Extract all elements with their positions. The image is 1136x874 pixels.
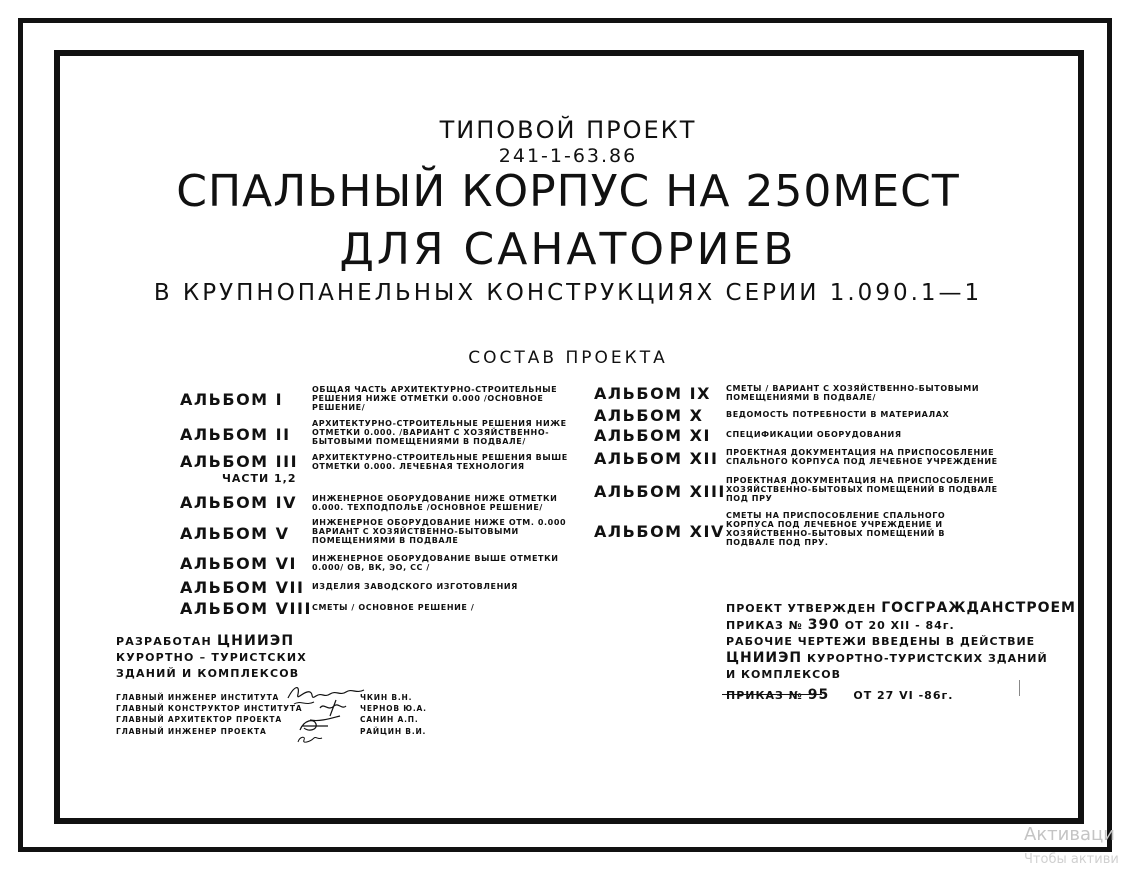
order-date: ОТ 27 VI -86г. xyxy=(853,689,954,702)
album-label: АЛЬБОМ IV xyxy=(180,493,297,512)
album-label: АЛЬБОМ I xyxy=(180,390,284,409)
signature-icon xyxy=(280,680,370,748)
building-title: СПАЛЬНЫЙ КОРПУС НА 250МЕСТ xyxy=(176,166,960,217)
developer-specialty: ЗДАНИЙ И КОМПЛЕКСОВ xyxy=(116,667,300,680)
album-description: ВЕДОМОСТЬ ПОТРЕБНОСТИ В МАТЕРИАЛАХ xyxy=(726,410,950,419)
composition-title: СОСТАВ ПРОЕКТА xyxy=(468,348,668,368)
album-description: ПРОЕКТНАЯ ДОКУМЕНТАЦИЯ НА ПРИСПОСОБЛЕНИЕ СПАЛЬНОГО КОРПУСА ПОД ЛЕЧЕБНОЕ УЧРЕЖДЕНИЕ xyxy=(726,448,998,466)
album-label: АЛЬБОМ X xyxy=(594,406,704,425)
activation-watermark: Активаци xyxy=(1024,824,1115,845)
album-description: ИНЖЕНЕРНОЕ ОБОРУДОВАНИЕ ВЫШЕ ОТМЕТКИ 0.000/ ОВ, ВК, ЭО, СС / xyxy=(312,554,559,572)
staff-name: ЧКИН В.Н. xyxy=(360,693,413,702)
staff-name: САНИН А.П. xyxy=(360,715,419,724)
developer-label: РАЗРАБОТАН xyxy=(116,635,212,648)
staff-name: РАЙЦИН В.И. xyxy=(360,727,427,736)
underline xyxy=(722,694,822,695)
album-description: СМЕТЫ / ВАРИАНТ С ХОЗЯЙСТВЕННО-БЫТОВЫМИ ПОМЕЩЕНИЯМИ В ПОДВАЛЕ/ xyxy=(726,384,980,402)
staff-role: ГЛАВНЫЙ КОНСТРУКТОР ИНСТИТУТА xyxy=(116,704,303,713)
approval-text: РАБОЧИЕ ЧЕРТЕЖИ ВВЕДЕНЫ В ДЕЙСТВИЕ xyxy=(726,635,1036,648)
project-number: 241-1-63.86 xyxy=(498,145,638,167)
album-description: АРХИТЕКТУРНО-СТРОИТЕЛЬНЫЕ РЕШЕНИЯ НИЖЕ ОТМЕТКИ 0.000. /ВАРИАНТ С ХОЗЯЙСТВЕННО-БЫТОВЫМИ ПОМЕЩЕНИЯМИ В ПОДВАЛЕ/ xyxy=(312,419,567,446)
institute-specialty: И КОМПЛЕКСОВ xyxy=(726,668,841,681)
album-label: АЛЬБОМ XI xyxy=(594,426,711,445)
institute-specialty: КУРОРТНО-ТУРИСТСКИХ ЗДАНИЙ xyxy=(806,652,1048,665)
album-description: ИЗДЕЛИЯ ЗАВОДСКОГО ИЗГОТОВЛЕНИЯ xyxy=(312,582,518,591)
album-description: АРХИТЕКТУРНО-СТРОИТЕЛЬНЫЕ РЕШЕНИЯ ВЫШЕ ОТМЕТКИ 0.000. ЛЕЧЕБНАЯ ТЕХНОЛОГИЯ xyxy=(312,453,568,471)
building-purpose: ДЛЯ САНАТОРИЕВ xyxy=(339,224,797,275)
staff-role: ГЛАВНЫЙ АРХИТЕКТОР ПРОЕКТА xyxy=(116,715,282,724)
developer-specialty: КУРОРТНО – ТУРИСТСКИХ xyxy=(116,651,307,664)
order-number: 390 xyxy=(807,617,840,633)
album-label: АЛЬБОМ II xyxy=(180,425,291,444)
institute-name: ЦНИИЭП xyxy=(726,650,803,666)
approval-org: ГОСГРАЖДАНСТРОЕМ xyxy=(881,600,1076,616)
construction-series: В КРУПНОПАНЕЛЬНЫХ КОНСТРУКЦИЯХ СЕРИИ 1.090.1—1 xyxy=(153,280,983,306)
album-description: ПРОЕКТНАЯ ДОКУМЕНТАЦИЯ НА ПРИСПОСОБЛЕНИЕ ХОЗЯЙСТВЕННО-БЫТОВЫХ ПОМЕЩЕНИЙ В ПОДВАЛЕ ПОД ПРУ xyxy=(726,476,998,503)
approval-block xyxy=(726,600,1076,704)
album-label: АЛЬБОМ VIII xyxy=(180,599,312,618)
staff-role: ГЛАВНЫЙ ИНЖЕНЕР ПРОЕКТА xyxy=(116,727,267,736)
album-label: АЛЬБОМ VI xyxy=(180,554,297,573)
approval-text: ПРОЕКТ УТВЕРЖДЕН xyxy=(726,602,877,615)
album-description: ИНЖЕНЕРНОЕ ОБОРУДОВАНИЕ НИЖЕ ОТМЕТКИ 0.000. ТЕХПОДПОЛЬЕ /ОСНОВНОЕ РЕШЕНИЕ/ xyxy=(312,494,558,512)
album-label: АЛЬБОМ XII xyxy=(594,449,719,468)
album-description: ОБЩАЯ ЧАСТЬ АРХИТЕКТУРНО-СТРОИТЕЛЬНЫЕ РЕШЕНИЯ НИЖЕ ОТМЕТКИ 0.000 /ОСНОВНОЕ РЕШЕНИЕ/ xyxy=(312,385,558,412)
staff-role: ГЛАВНЫЙ ИНЖЕНЕР ИНСТИТУТА xyxy=(116,693,280,702)
developer-org: ЦНИИЭП xyxy=(216,633,295,649)
album-parts: ЧАСТИ 1,2 xyxy=(222,472,297,485)
order-number: 95 xyxy=(807,687,830,703)
order-label: ПРИКАЗ № xyxy=(726,689,803,702)
project-type-title: ТИПОВОЙ ПРОЕКТ xyxy=(439,116,697,144)
album-label: АЛЬБОМ V xyxy=(180,524,290,543)
developer-block xyxy=(116,633,307,682)
album-description: СПЕЦИФИКАЦИИ ОБОРУДОВАНИЯ xyxy=(726,430,902,439)
album-label: АЛЬБОМ VII xyxy=(180,578,305,597)
album-label: АЛЬБОМ XIV xyxy=(594,522,725,541)
album-description: СМЕТЫ / ОСНОВНОЕ РЕШЕНИЕ / xyxy=(312,603,475,612)
album-description: СМЕТЫ НА ПРИСПОСОБЛЕНИЕ СПАЛЬНОГО КОРПУСА ПОД ЛЕЧЕБНОЕ УЧРЕЖДЕНИЕ И ХОЗЯЙСТВЕННО-БЫТОВЫХ ПОМЕЩЕНИЙ В ПОДВАЛЕ ПОД ПРУ. xyxy=(726,511,946,547)
album-label: АЛЬБОМ III xyxy=(180,452,299,471)
order-date: ОТ 20 XII - 84г. xyxy=(844,619,955,632)
order-label: ПРИКАЗ № xyxy=(726,619,803,632)
album-label: АЛЬБОМ IX xyxy=(594,384,711,403)
album-description: ИНЖЕНЕРНОЕ ОБОРУДОВАНИЕ НИЖЕ ОТМ. 0.000 ВАРИАНТ С ХОЗЯЙСТВЕННО-БЫТОВЫМИ ПОМЕЩЕНИЯМИ В ПОДВАЛЕ xyxy=(312,518,567,545)
activation-watermark-sub: Чтобы активи xyxy=(1024,852,1119,867)
staff-name: ЧЕРНОВ Ю.А. xyxy=(360,704,427,713)
divider xyxy=(1019,680,1020,696)
album-label: АЛЬБОМ XIII xyxy=(594,482,726,501)
